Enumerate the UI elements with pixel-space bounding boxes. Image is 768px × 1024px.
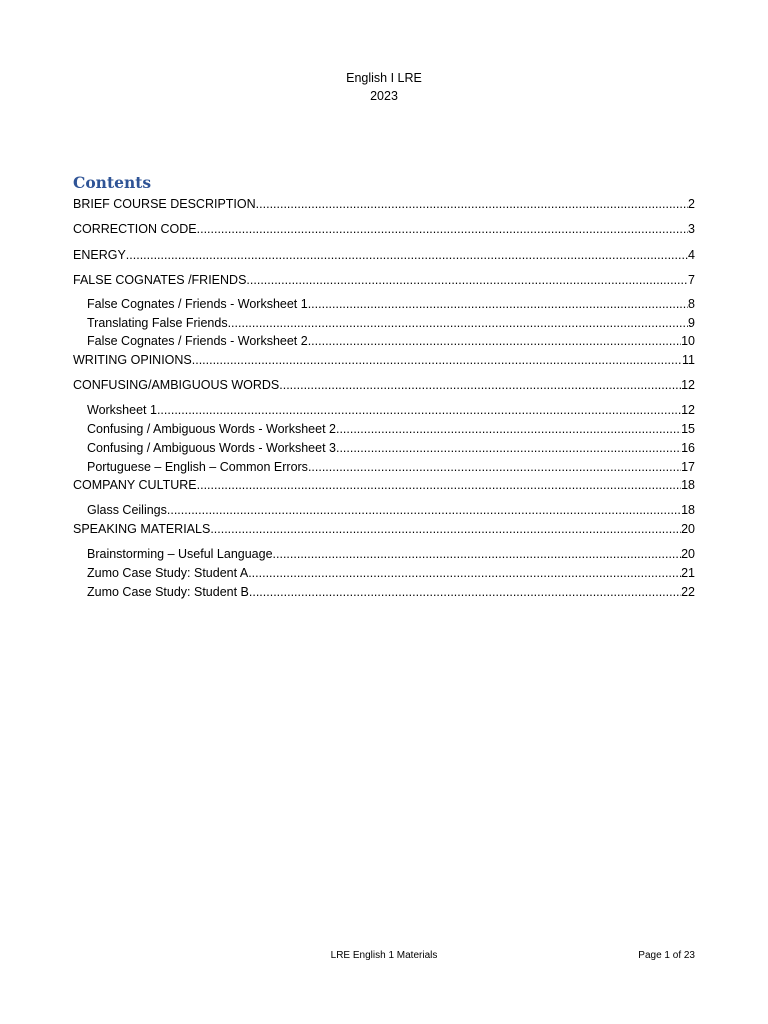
toc-entry-confusing-ambiguous-words[interactable] (73, 377, 695, 393)
footer-title: LRE English 1 Materials (330, 950, 438, 961)
toc-entry-title: Zumo Case Study: Student B (87, 585, 249, 599)
toc-entry-writing-opinions[interactable] (73, 352, 695, 368)
toc-entry-false-cognates[interactable] (73, 272, 695, 288)
toc-leader-dots (157, 402, 681, 418)
toc-entry-translating-false-friends[interactable] (87, 315, 695, 331)
toc-page-number: 18 (681, 503, 695, 517)
toc-entry-title: CONFUSING/AMBIGUOUS WORDS (73, 378, 280, 392)
toc-leader-dots (273, 546, 682, 562)
toc-entry-brainstorming-useful-language[interactable] (87, 546, 695, 562)
toc-leader-dots (192, 352, 682, 368)
toc-leader-dots (167, 502, 681, 518)
toc-entry-company-culture[interactable] (73, 477, 695, 493)
toc-entry-speaking-materials[interactable] (73, 521, 695, 537)
toc-leader-dots (249, 584, 681, 600)
header-title: English I LRE (346, 71, 422, 85)
toc-entry-zumo-student-b[interactable] (87, 584, 695, 600)
toc-leader-dots (308, 333, 681, 349)
toc-entry-title: ENERGY (73, 248, 126, 262)
toc-leader-dots (246, 272, 688, 288)
toc-page-number: 20 (681, 547, 695, 561)
toc-leader-dots (126, 247, 688, 263)
toc-entry-zumo-student-a[interactable] (87, 565, 695, 581)
toc-leader-dots (308, 459, 681, 475)
toc-page-number: 11 (682, 353, 695, 367)
toc-leader-dots (336, 421, 681, 437)
toc-entry-worksheet-1[interactable] (87, 402, 695, 418)
toc-page-number: 7 (688, 273, 695, 287)
toc-page-number: 4 (688, 248, 695, 262)
toc-entry-energy[interactable] (73, 247, 695, 263)
contents-heading: Contents (73, 173, 152, 192)
toc-entry-false-cognates-worksheet-2[interactable] (87, 333, 695, 349)
toc-page-number: 10 (681, 334, 695, 348)
toc-entry-title: WRITING OPINIONS (73, 353, 192, 367)
toc-entry-title: False Cognates / Friends - Worksheet 1 (87, 297, 308, 311)
toc-page-number: 18 (681, 478, 695, 492)
toc-entry-correction-code[interactable] (73, 221, 695, 237)
toc-leader-dots (336, 440, 681, 456)
table-of-contents (73, 0, 695, 1024)
toc-entry-confusing-worksheet-3[interactable] (87, 440, 695, 456)
toc-page-number: 22 (681, 585, 695, 599)
toc-leader-dots (197, 221, 688, 237)
toc-page-number: 17 (681, 460, 695, 474)
toc-page-number: 12 (681, 403, 695, 417)
toc-entry-title: False Cognates / Friends - Worksheet 2 (87, 334, 308, 348)
toc-entry-title: Portuguese – English – Common Errors (87, 460, 308, 474)
toc-leader-dots (308, 296, 688, 312)
toc-entry-title: Glass Ceilings (87, 503, 167, 517)
toc-entry-title: Confusing / Ambiguous Words - Worksheet 3 (87, 441, 336, 455)
toc-leader-dots (279, 377, 681, 393)
header-year: 2023 (370, 89, 398, 103)
toc-entry-glass-ceilings[interactable] (87, 502, 695, 518)
toc-entry-title: Brainstorming – Useful Language (87, 547, 273, 561)
toc-entry-title: BRIEF COURSE DESCRIPTION (73, 197, 256, 211)
toc-entry-title: CORRECTION CODE (73, 222, 197, 236)
toc-entry-portuguese-english-common-errors[interactable] (87, 459, 695, 475)
toc-leader-dots (197, 477, 681, 493)
toc-page-number: 20 (681, 522, 695, 536)
toc-page-number: 21 (681, 566, 695, 580)
document-footer (73, 949, 695, 963)
toc-page-number: 12 (681, 378, 695, 392)
toc-entry-title: SPEAKING MATERIALS (73, 522, 211, 536)
toc-page-number: 16 (681, 441, 695, 455)
toc-leader-dots (210, 521, 681, 537)
toc-entry-false-cognates-worksheet-1[interactable] (87, 296, 695, 312)
toc-page-number: 15 (681, 422, 695, 436)
toc-entry-title: FALSE COGNATES /FRIENDS (73, 273, 247, 287)
toc-entry-title: Worksheet 1 (87, 403, 157, 417)
toc-entry-title: Zumo Case Study: Student A (87, 566, 249, 580)
toc-page-number: 8 (688, 297, 695, 311)
toc-leader-dots (248, 565, 681, 581)
toc-page-number: 3 (688, 222, 695, 236)
toc-entry-brief-course-description[interactable] (73, 196, 695, 212)
toc-entry-title: Confusing / Ambiguous Words - Worksheet 2 (87, 422, 336, 436)
toc-entry-title: COMPANY CULTURE (73, 478, 197, 492)
toc-leader-dots (228, 315, 688, 331)
toc-entry-confusing-worksheet-2[interactable] (87, 421, 695, 437)
toc-page-number: 2 (688, 197, 695, 211)
toc-entry-title: Translating False Friends (87, 316, 228, 330)
toc-leader-dots (256, 196, 688, 212)
toc-page-number: 9 (688, 316, 695, 330)
page-number: Page 1 of 23 (638, 950, 695, 961)
